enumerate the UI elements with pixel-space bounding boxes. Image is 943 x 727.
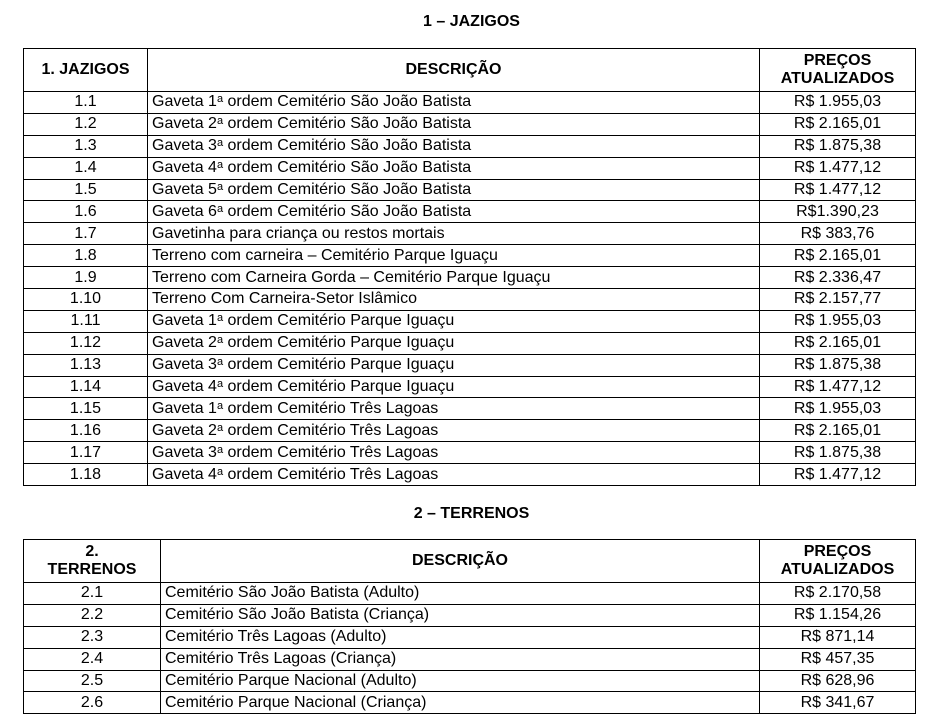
- table-row: [24, 223, 916, 245]
- cell-description: Cemitério Três Lagoas (Criança): [161, 648, 760, 670]
- description-text-rest: ordem Cemitério São João Batista: [223, 93, 472, 111]
- cell-description: Cemitério Três Lagoas (Adulto): [161, 626, 760, 648]
- cell-description: [148, 420, 760, 442]
- table-row: [24, 670, 916, 692]
- cell-code: 1.7: [24, 223, 148, 245]
- description-text: Terreno com Carneira Gorda – Cemitério Parque Iguaçu: [152, 268, 551, 286]
- cell-code: 1.12: [24, 332, 148, 354]
- description-text: Gaveta 3: [152, 356, 217, 374]
- section-title-terrenos: 2 – TERRENOS: [413, 505, 530, 522]
- cell-code: 1.13: [24, 354, 148, 376]
- table-row: [24, 289, 916, 311]
- table-row: [24, 92, 916, 114]
- description-text: Terreno com carneira – Cemitério Parque Iguaçu: [152, 246, 498, 264]
- cell-description: [148, 442, 760, 464]
- ordinal-marker: a: [216, 378, 224, 391]
- cell-description: [148, 376, 760, 398]
- column-header-price: [760, 540, 916, 583]
- ordinal-marker: a: [216, 93, 224, 106]
- description-text: Gaveta 4: [152, 465, 217, 483]
- cell-price: R$ 871,14: [760, 626, 916, 648]
- description-text: Gaveta 1: [152, 93, 217, 111]
- description-text-rest: ordem Cemitério Parque Iguaçu: [223, 334, 455, 352]
- table-row: [24, 420, 916, 442]
- cell-description: [148, 267, 760, 289]
- description-text-rest: ordem Cemitério Três Lagoas: [223, 443, 439, 461]
- cell-code: 2.6: [24, 692, 161, 714]
- cell-code: 1.8: [24, 245, 148, 267]
- cell-price: R$ 1.875,38: [760, 442, 916, 464]
- cell-description: [148, 223, 760, 245]
- cell-price: R$1.390,23: [760, 201, 916, 223]
- cell-price: R$ 1.477,12: [760, 464, 916, 486]
- description-text: Gaveta 6: [152, 202, 217, 220]
- description-text: Gaveta 1: [152, 312, 217, 330]
- description-text-rest: ordem Cemitério São João Batista: [223, 159, 472, 177]
- cell-code: 1.15: [24, 398, 148, 420]
- table-row: [24, 201, 916, 223]
- table-row: [24, 604, 916, 626]
- cell-description: [148, 289, 760, 311]
- ordinal-marker: a: [216, 421, 224, 434]
- description-text: Gavetinha para criança ou restos mortais: [152, 224, 445, 242]
- ordinal-marker: a: [216, 312, 224, 325]
- cell-code: 1.14: [24, 376, 148, 398]
- cell-description: [148, 354, 760, 376]
- code-header-line-2: TERRENOS: [47, 561, 137, 578]
- cell-description: [148, 310, 760, 332]
- column-header-price: [760, 49, 916, 92]
- description-text: Gaveta 3: [152, 443, 217, 461]
- cell-description: [148, 135, 760, 157]
- cell-description: Cemitério Parque Nacional (Adulto): [161, 670, 760, 692]
- cell-code: 1.17: [24, 442, 148, 464]
- description-text-rest: ordem Cemitério Três Lagoas: [223, 465, 439, 483]
- ordinal-marker: a: [216, 334, 224, 347]
- cell-price: R$ 628,96: [760, 670, 916, 692]
- table-row: [24, 442, 916, 464]
- description-text-rest: ordem Cemitério São João Batista: [223, 202, 472, 220]
- table-row: [24, 179, 916, 201]
- ordinal-marker: a: [216, 137, 224, 150]
- cell-price: R$ 2.165,01: [760, 420, 916, 442]
- cell-price: R$ 2.165,01: [760, 332, 916, 354]
- cell-code: 2.2: [24, 604, 161, 626]
- price-header-line-1: PREÇOS: [803, 543, 872, 560]
- description-text: Gaveta 2: [152, 115, 217, 133]
- ordinal-marker: a: [216, 356, 224, 369]
- cell-price: R$ 1.477,12: [760, 179, 916, 201]
- description-text-rest: ordem Cemitério Parque Iguaçu: [223, 312, 455, 330]
- cell-description: Cemitério Parque Nacional (Criança): [161, 692, 760, 714]
- table-header-row: [24, 540, 916, 583]
- ordinal-marker: a: [216, 399, 224, 412]
- description-text: Gaveta 1: [152, 399, 217, 417]
- description-text-rest: ordem Cemitério Parque Iguaçu: [223, 378, 455, 396]
- ordinal-marker: a: [216, 202, 224, 215]
- cell-price: R$ 383,76: [760, 223, 916, 245]
- description-text-rest: ordem Cemitério Parque Iguaçu: [223, 356, 455, 374]
- table-row: [24, 376, 916, 398]
- cell-code: 1.11: [24, 310, 148, 332]
- cell-code: 2.5: [24, 670, 161, 692]
- table-row: [24, 648, 916, 670]
- cell-code: 1.2: [24, 113, 148, 135]
- cell-description: Cemitério São João Batista (Criança): [161, 604, 760, 626]
- cell-code: 1.5: [24, 179, 148, 201]
- cell-price: R$ 1.955,03: [760, 310, 916, 332]
- cell-price: R$ 1.477,12: [760, 157, 916, 179]
- cell-price: R$ 1.955,03: [760, 398, 916, 420]
- table-row: [24, 245, 916, 267]
- description-text: Terreno Com Carneira-Setor Islâmico: [152, 290, 417, 308]
- table-row: [24, 157, 916, 179]
- description-text-rest: ordem Cemitério Três Lagoas: [223, 399, 439, 417]
- table-row: [24, 332, 916, 354]
- cell-price: R$ 1.875,38: [760, 135, 916, 157]
- ordinal-marker: a: [216, 181, 224, 193]
- cell-code: 1.10: [24, 289, 148, 311]
- description-text: Gaveta 3: [152, 137, 217, 155]
- code-header-line-1: 2.: [85, 543, 99, 560]
- column-header-description: DESCRIÇÃO: [148, 49, 760, 92]
- cell-code: 1.6: [24, 201, 148, 223]
- section-title-jazigos: 1 – JAZIGOS: [423, 13, 520, 30]
- column-header-code: [24, 540, 161, 583]
- jazigos-table: [23, 48, 916, 486]
- cell-description: [148, 398, 760, 420]
- description-text-rest: ordem Cemitério São João Batista: [223, 137, 472, 155]
- cell-code: 1.9: [24, 267, 148, 289]
- cell-price: R$ 2.165,01: [760, 245, 916, 267]
- cell-code: 1.18: [24, 464, 148, 486]
- cell-code: 1.1: [24, 92, 148, 114]
- description-text: Gaveta 5: [152, 181, 217, 198]
- ordinal-marker: a: [216, 115, 224, 128]
- cell-description: [148, 245, 760, 267]
- cell-price: R$ 2.165,01: [760, 113, 916, 135]
- description-text: Gaveta 4: [152, 378, 217, 396]
- table-row: [24, 464, 916, 486]
- description-text: Gaveta 4: [152, 159, 217, 177]
- table-row: [24, 310, 916, 332]
- cell-price: R$ 1.955,03: [760, 92, 916, 114]
- cell-description: [148, 179, 760, 201]
- table-row: [24, 113, 916, 135]
- cell-price: R$ 1.154,26: [760, 604, 916, 626]
- cell-code: 2.4: [24, 648, 161, 670]
- cell-code: 2.1: [24, 583, 161, 605]
- cell-code: 1.4: [24, 157, 148, 179]
- cell-description: [148, 332, 760, 354]
- table-row: [24, 398, 916, 420]
- cell-price: R$ 2.336,47: [760, 267, 916, 289]
- description-text-rest: ordem Cemitério São João Batista: [223, 115, 472, 133]
- cell-price: R$ 457,35: [760, 648, 916, 670]
- ordinal-marker: a: [216, 159, 224, 172]
- column-header-description: DESCRIÇÃO: [161, 540, 760, 583]
- table-row: [24, 267, 916, 289]
- cell-code: 1.16: [24, 420, 148, 442]
- terrenos-table: [23, 539, 916, 714]
- price-header-line-2: ATUALIZADOS: [780, 561, 895, 578]
- cell-description: Cemitério São João Batista (Adulto): [161, 583, 760, 605]
- description-text: Gaveta 2: [152, 421, 217, 439]
- table-header-row: [24, 49, 916, 92]
- table-row: [24, 354, 916, 376]
- cell-description: [148, 113, 760, 135]
- description-text: Gaveta 2: [152, 334, 217, 352]
- table-row: [24, 135, 916, 157]
- price-header-line-1: PREÇOS: [803, 52, 872, 69]
- cell-price: R$ 1.875,38: [760, 354, 916, 376]
- cell-description: [148, 464, 760, 486]
- description-text-rest: ordem Cemitério São João Batista: [223, 181, 472, 198]
- column-header-code: 1. JAZIGOS: [24, 49, 148, 92]
- cell-code: 2.3: [24, 626, 161, 648]
- cell-price: R$ 2.157,77: [760, 289, 916, 311]
- cell-description: [148, 92, 760, 114]
- cell-description: [148, 157, 760, 179]
- table-row: [24, 692, 916, 714]
- cell-description: [148, 201, 760, 223]
- description-text-rest: ordem Cemitério Três Lagoas: [223, 421, 439, 439]
- cell-price: R$ 341,67: [760, 692, 916, 714]
- price-header-line-2: ATUALIZADOS: [780, 70, 895, 87]
- table-row: [24, 583, 916, 605]
- ordinal-marker: a: [216, 465, 224, 478]
- cell-price: R$ 1.477,12: [760, 376, 916, 398]
- cell-price: R$ 2.170,58: [760, 583, 916, 605]
- ordinal-marker: a: [216, 443, 224, 456]
- cell-code: 1.3: [24, 135, 148, 157]
- table-row: [24, 626, 916, 648]
